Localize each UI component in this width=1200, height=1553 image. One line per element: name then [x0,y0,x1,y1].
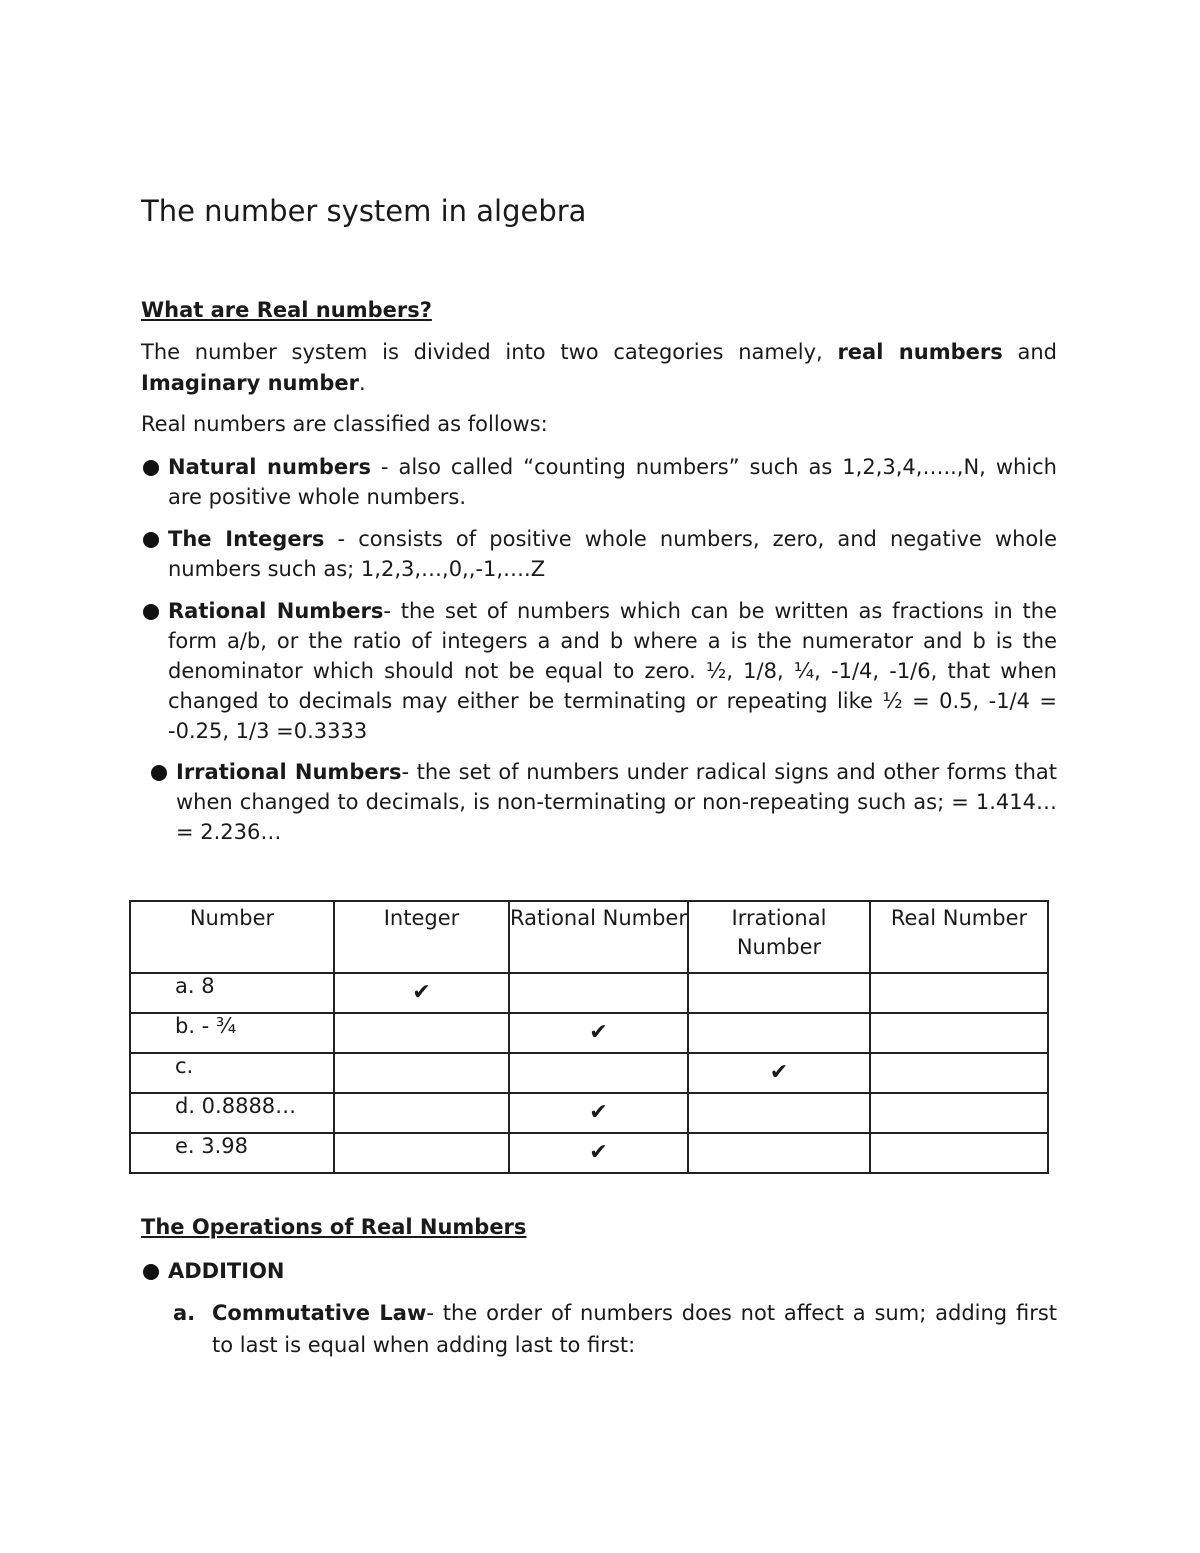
operations-heading: The Operations of Real Numbers [141,1215,527,1239]
header-rational: Rational Number [509,901,688,973]
table-row [130,1053,1048,1093]
bullet-dot-icon [143,532,159,548]
cell-real [870,1133,1048,1173]
cell-real [870,1093,1048,1133]
page-title: The number system in algebra [141,194,587,228]
header-integer: Integer [334,901,509,973]
bullet-dot-icon [143,460,159,476]
header-irrational: Irrational Number [688,901,870,973]
table-header-row [130,901,1048,973]
cell-rational [509,1013,688,1053]
intro-text-before: The number system is divided into two categories namely, [141,340,823,364]
commutative-law-item [173,1297,1057,1361]
cell-irrational [688,973,870,1013]
intro-bold-imaginary: Imaginary number [141,371,359,395]
bullet-term: Irrational Numbers [176,760,402,784]
number-classification-table [129,900,1049,1174]
table-row [130,1093,1048,1133]
bullet-text: - the set of numbers under radical signs and other forms that when changed to decimals, is non-terminating or non-repeating such as; = 1.414… = 2.236… [176,760,1058,844]
cell-rational [509,1133,688,1173]
table-row [130,1013,1048,1053]
bullet-text: - also called “counting numbers” such as 1,2,3,4,…..,N, which are positive whole numbers. [168,455,1057,509]
bullet-text: - consists of positive whole numbers, zero, and negative whole numbers such as; 1,2,3,…,0,,-1,….Z [168,527,1057,581]
check-icon: ✔ [589,1140,608,1165]
bullet-dot-icon [143,604,159,620]
cell-integer [334,1133,509,1173]
commutative-description: - the order of numbers does not affect a sum; adding first to last is equal when adding last to first: [212,1301,1058,1357]
row-label: c. [130,1053,334,1093]
cell-irrational [688,1013,870,1053]
check-icon: ✔ [769,1060,789,1085]
bullet-rational-numbers [141,596,1057,746]
cell-rational [509,1053,688,1093]
cell-rational [509,1093,688,1133]
commutative-law-text [173,1297,1057,1361]
bullet-addition [141,1256,1057,1286]
row-label: b. - ¾ [130,1013,334,1053]
check-icon: ✔ [589,1020,608,1045]
operations-bullets [141,1256,1057,1286]
cell-rational [509,973,688,1013]
header-number: Number [130,901,334,973]
intro-text-mid: and [1017,340,1057,364]
intro-text-after: . [359,371,366,395]
check-icon: ✔ [412,980,431,1005]
row-label: e. 3.98 [130,1133,334,1173]
cell-integer [334,973,509,1013]
cell-real [870,1053,1048,1093]
bullet-integers [141,524,1057,584]
real-number-bullets [141,452,1057,847]
intro-paragraph [141,337,1057,399]
bullet-dot-icon [143,1264,159,1280]
bullet-term: Rational Numbers [168,599,384,623]
bullet-irrational-numbers [149,757,1057,847]
cell-irrational [688,1053,870,1093]
check-icon: ✔ [589,1100,608,1125]
table-row [130,973,1048,1013]
bullet-dot-icon [151,765,167,781]
cell-integer [334,1093,509,1133]
bullet-text: - the set of numbers which can be written as fractions in the form a/b, or the ratio of integers a and b where a is the numerator and b is the denominator which should not be equal to zero. ½, 1/8, ¼, -1/4, -1/6, that when changed to decimals may either be terminating or repeating like ½ = 0.5, -1/4 = -0.25, 1/3 =0.3333 [168,599,1057,743]
item-marker: a. [173,1301,196,1325]
real-numbers-heading: What are Real numbers? [141,298,432,322]
cell-irrational [688,1093,870,1133]
commutative-term: Commutative Law [212,1301,427,1325]
row-label: d. 0.8888… [130,1093,334,1133]
bullet-term: The Integers [168,527,325,551]
cell-integer [334,1053,509,1093]
row-label: a. 8 [130,973,334,1013]
cell-irrational [688,1133,870,1173]
bullet-term: Natural numbers [168,455,371,479]
cell-real [870,973,1048,1013]
cell-real [870,1013,1048,1053]
bullet-natural-numbers [141,452,1057,512]
intro-bold-real-numbers: real numbers [837,340,1003,364]
addition-label: ADDITION [168,1259,285,1283]
cell-integer [334,1013,509,1053]
classified-line: Real numbers are classified as follows: [141,412,548,436]
table-row [130,1133,1048,1173]
header-real: Real Number [870,901,1048,973]
